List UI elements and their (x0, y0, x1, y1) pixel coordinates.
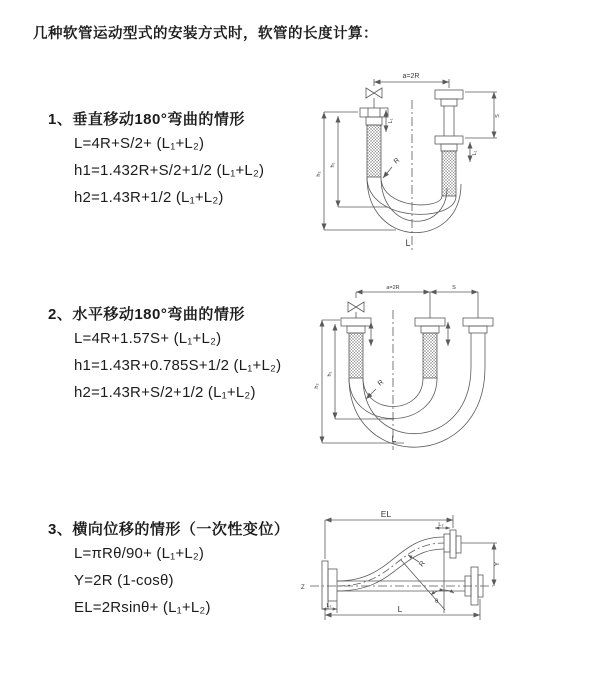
dim-label-h1: h₁ (330, 162, 336, 168)
dim-label-l1-left: L₁ (388, 118, 394, 124)
straight-pipe-original-position (337, 567, 483, 605)
valve-icon (366, 88, 382, 108)
dim-label-h2: h₂ (316, 171, 322, 177)
middle-flange (415, 318, 445, 333)
section-1-formula-h1: h1=1.432R+S/2+1/2 (L₁+L₂) (74, 162, 265, 179)
dimension-a2r (374, 79, 449, 88)
left-flange (322, 561, 337, 609)
dim-label-r: R (418, 559, 427, 569)
diagram-horizontal-180-bend (308, 282, 600, 472)
dim-label-a2r: a=2R (402, 73, 420, 80)
valve-icon (348, 302, 364, 318)
dim-label-l1: L₁ (326, 603, 332, 609)
section-1-formula-L: L=4R+S/2+ (L₁+L₂) (74, 135, 205, 152)
section-2-formula-h1: h1=1.43R+0.785S+1/2 (L₁+L₂) (74, 357, 282, 374)
dimension-h1 (335, 324, 394, 419)
angle-label-theta: θ (435, 599, 439, 605)
dimension-el (325, 515, 453, 559)
dim-label-r: R (376, 378, 386, 388)
dimension-y (461, 543, 497, 586)
dim-label-a2r: a=2R (386, 285, 400, 291)
diagram-vertical-180-bend (308, 66, 600, 266)
left-flange (360, 108, 388, 125)
dimension-s (465, 92, 497, 138)
hose-s-curve (337, 537, 444, 591)
page-title: 几种软管运动型式的安装方式时，软管的长度计算： (33, 26, 378, 42)
dim-label-l: L (405, 238, 411, 248)
right-lower-flange (435, 136, 463, 151)
diagram-lateral-displacement (298, 497, 600, 665)
dim-label-el: EL (380, 509, 392, 519)
left-hose-braid (349, 333, 363, 378)
right-upper-flange (435, 90, 463, 136)
section-2-formula-h2: h2=1.43R+S/2+1/2 (L₁+L₂) (74, 384, 256, 401)
dim-label-y: Y (494, 561, 501, 567)
upper-flange (444, 530, 461, 558)
section-2-formula-L: L=4R+1.57S+ (L₁+L₂) (74, 330, 222, 347)
dimension-s (430, 292, 478, 318)
left-flange (341, 318, 371, 333)
section-3-formula-Y: Y=2R (1-cosθ) (74, 572, 174, 589)
centerline-mark: Z (301, 585, 305, 591)
section-1-formula-h2: h2=1.43R+1/2 (L₁+L₂) (74, 189, 224, 206)
radius-leader-arrow (383, 167, 392, 178)
section-2-heading: 2、水平移动180°弯曲的情形 (48, 306, 245, 323)
dimension-h2 (324, 112, 396, 230)
dim-label-l2: L₂ (438, 522, 444, 528)
section-3-heading: 3、横向位移的情形（一次性变位） (48, 521, 290, 538)
dim-label-h1: h₁ (327, 371, 333, 377)
right-flange (463, 318, 493, 367)
dim-label-l: L (391, 434, 397, 444)
hose-u-bend-curves (349, 367, 485, 447)
dim-label-s: S (452, 285, 456, 291)
middle-hose-braid (423, 333, 437, 378)
section-1-heading: 1、垂直移动180°弯曲的情形 (48, 111, 245, 128)
dimension-l (325, 599, 480, 620)
left-hose-braid (367, 125, 381, 177)
section-3-formula-L: L=πRθ/90+ (L₁+L₂) (74, 545, 205, 562)
dim-label-l: L (397, 604, 403, 614)
radius-leader-arrow (408, 555, 419, 562)
right-hose-braid (442, 151, 456, 196)
angle-construction (401, 552, 454, 613)
dim-label-h2: h₂ (314, 383, 320, 389)
dim-label-l1-right: L₁ (472, 150, 478, 156)
section-3-formula-EL: EL=2Rsinθ+ (L₁+L₂) (74, 599, 211, 616)
dim-label-r: R (392, 156, 402, 166)
dim-label-s: S (495, 114, 501, 118)
